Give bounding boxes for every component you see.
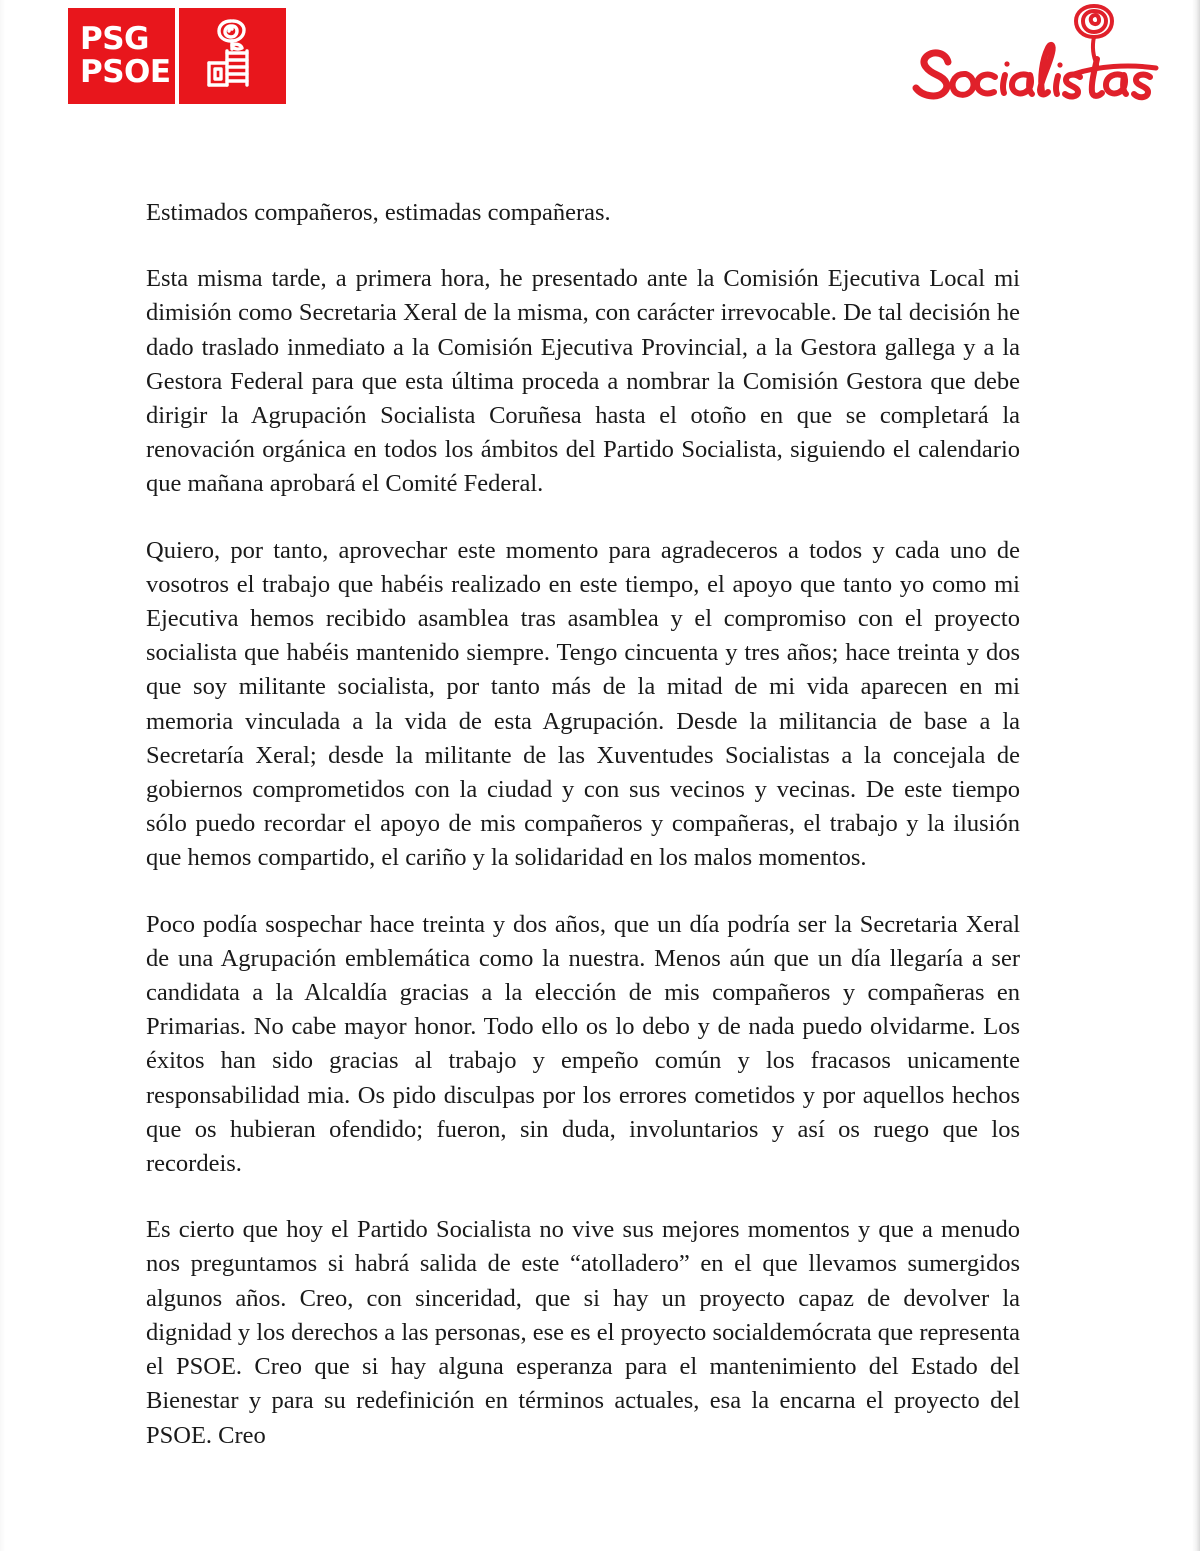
letter-paragraph: Poco podía sospechar hace treinta y dos años, que un día podría ser la Secretaria Xeral de una Agrupación emblemática como la nuestra. Menos aún que un día llegaría a ser candidata a la Alcaldía gracias a la elección de mis compañeros y compañeras en Primarias. No cabe mayor honor. Todo ello os lo debo y de nada puedo olvidarme. Los éxitos han sido gracias al trabajo y empeño común y los fracasos unicamente responsabilidad mia. Os pido disculpas por los errores cometidos y por aquellos hechos que os hubieran ofendido; fueron, sin duda, involuntarios y así os ruego que los recordeis. xyxy=(146,910,1020,1178)
socialistas-logo xyxy=(906,4,1168,106)
letter-paragraph: Quiero, por tanto, aprovechar este momento para agradeceros a todos y cada uno de vosotros el trabajo que habéis realizado en este tiempo, el apoyo que tanto yo como mi Ejecutiva hemos recibido asamblea tras asamblea y el compromiso con el proyecto socialista que habéis mantenido siempre. Tengo cincuenta y tres años; hace treinta y dos que soy militante socialista, por tanto más de la mitad de mi vida aparecen en mi memoria vinculada a la vida de esta Agrupación. Desde la militancia de base a la Secretaría Xeral; desde la militante de las Xuventudes Socialistas a la concejala de gobiernos comprometidos con la ciudad y con sus vecinos y vecinas. De este tiempo sólo puedo recordar el apoyo de mis compañeros y compañeras, el trabajo y la ilusión que hemos compartido, el cariño y la solidaridad en los malos momentos. xyxy=(146,536,1020,872)
scan-edge-left xyxy=(0,0,5,1551)
rose-icon xyxy=(1076,6,1112,65)
letter-paragraph: Es cierto que hoy el Partido Socialista no vive sus mejores momentos y que a menudo nos preguntamos si habrá salida de este “atolladero” en el que llevamos sumergidos algunos años. Creo, con sinceridad, que si hay un proyecto capaz de devolver la dignidad y los derechos a las personas, ese es el proyecto socialdemócrata que representa el PSOE. Creo que si hay alguna esperanza para el mantenimiento del Estado del Bienestar y para su redefinición en términos actuales, esa la encarna el proyecto del PSOE. Creo xyxy=(146,1216,1020,1449)
logo-line-psoe: PSOE xyxy=(80,54,171,90)
letter-body xyxy=(146,196,1020,1453)
letter-paragraph: Esta misma tarde, a primera hora, he presentado ante la Comisión Ejecutiva Local mi dimisión como Secretaria Xeral de la misma, con carácter irrevocable. De tal decisión he dado traslado inmediato a la Comisión Ejecutiva Provincial, a la Gestora gallega y a la Gestora Federal para que esta última proceda a nombrar la Comisión Gestora que debe dirigir la Agrupación Socialista Coruñesa hasta el otoño en que se completará la renovación orgánica en todos los ámbitos del Partido Socialista, siguiendo el calendario que mañana aprobará el Comité Federal. xyxy=(146,265,1020,498)
letter-paragraph-salutation: Estimados compañeros, estimadas compañeras. xyxy=(146,199,611,226)
scan-edge-right xyxy=(1192,0,1200,1551)
letterhead xyxy=(0,0,1200,130)
psg-psoe-wordmark-tile xyxy=(68,8,175,104)
psoe-emblem-tile xyxy=(179,8,286,104)
psg-psoe-logo xyxy=(68,8,286,104)
logo-line-psg: PSG xyxy=(80,21,149,57)
rose-and-fist-icon xyxy=(201,15,265,97)
